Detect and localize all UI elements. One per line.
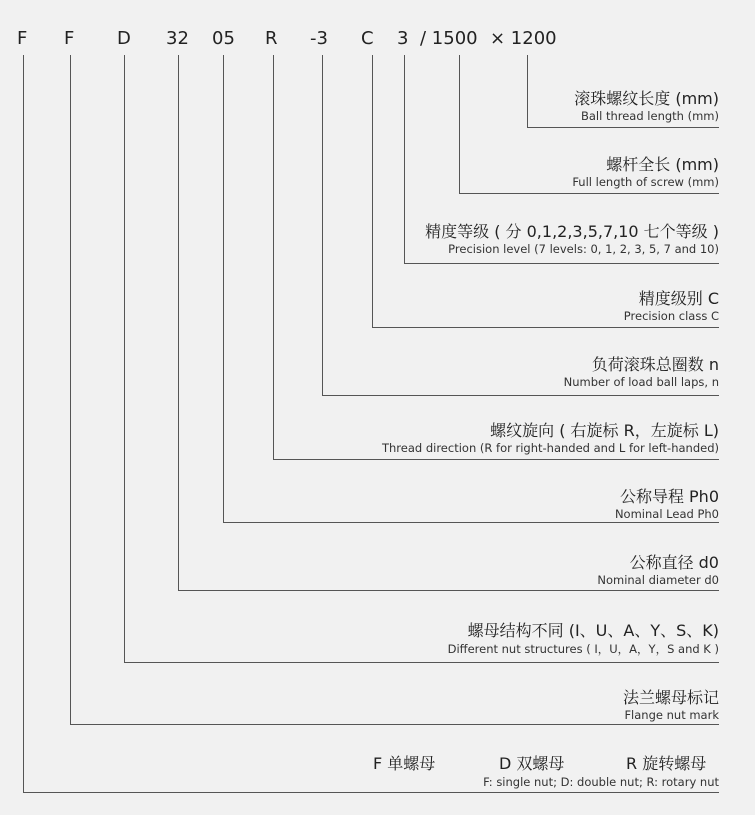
connector-full-length-h xyxy=(459,193,719,194)
code-token-diameter: 32 xyxy=(166,28,189,49)
connector-flange-h xyxy=(70,724,719,725)
code-token-precision: 3 xyxy=(397,28,409,49)
nut-type-label-en: F: single nut; D: double nut; R: rotary nut xyxy=(483,775,719,789)
connector-flange-v xyxy=(70,55,71,724)
connector-nut-structure-v xyxy=(124,55,125,662)
full-length-label-en: Full length of screw (mm) xyxy=(572,175,719,189)
connector-class-v xyxy=(372,55,373,327)
precision-level-label-cn: 精度等级 ( 分 0,1,2,3,5,7,10 七个等级 ) xyxy=(425,222,719,241)
thread-length-label-cn: 滚珠螺纹长度 (mm) xyxy=(574,89,719,108)
code-token-thread-length: × 1200 xyxy=(490,28,557,49)
connector-diameter-h xyxy=(178,590,719,591)
code-token-laps: -3 xyxy=(310,28,328,49)
code-token-f2: F xyxy=(64,28,75,49)
nut-type-single: F 单螺母 xyxy=(373,754,436,773)
connector-laps-v xyxy=(322,55,323,395)
nut-structure-label-en: Different nut structures ( I，U，A，Y，S and K ) xyxy=(447,642,719,656)
nominal-diameter-label-en: Nominal diameter d0 xyxy=(597,573,719,587)
ball-laps-label-cn: 负荷滚珠总圈数 n xyxy=(591,355,719,374)
flange-mark-label-en: Flange nut mark xyxy=(624,708,719,722)
thread-direction-label-cn: 螺纹旋向 ( 右旋标 R，左旋标 L) xyxy=(490,421,719,440)
nut-type-rotary: R 旋转螺母 xyxy=(626,754,707,773)
code-token-class: C xyxy=(361,28,374,49)
connector-direction-v xyxy=(273,55,274,459)
thread-length-label-en: Ball thread length (mm) xyxy=(580,109,719,123)
connector-nut-type-h xyxy=(23,792,719,793)
code-token-d: D xyxy=(117,28,131,49)
code-token-direction: R xyxy=(265,28,278,49)
nominal-diameter-label-cn: 公称直径 d0 xyxy=(629,553,719,572)
connector-precision-h xyxy=(404,263,719,264)
connector-direction-h xyxy=(273,459,719,460)
nut-structure-label-cn: 螺母结构不同 (I、U、A、Y、S、K) xyxy=(467,621,719,640)
connector-diameter-v xyxy=(178,55,179,590)
precision-level-label-en: Precision level (7 levels: 0, 1, 2, 3, 5, 7 and 10) xyxy=(448,242,719,256)
connector-precision-v xyxy=(404,55,405,263)
connector-nut-structure-h xyxy=(124,662,719,663)
code-token-f1: F xyxy=(17,28,28,49)
connector-thread-length-v xyxy=(527,55,528,127)
connector-lead-h xyxy=(223,522,719,523)
nut-type-double: D 双螺母 xyxy=(499,754,565,773)
nominal-lead-label-en: Nominal Lead Ph0 xyxy=(614,507,719,521)
precision-class-label-en: Precision class C xyxy=(623,309,719,323)
nominal-lead-label-cn: 公称导程 Ph0 xyxy=(619,487,719,506)
ball-laps-label-en: Number of load ball laps, n xyxy=(563,375,719,389)
code-token-lead: 05 xyxy=(212,28,235,49)
connector-class-h xyxy=(372,327,719,328)
full-length-label-cn: 螺杆全长 (mm) xyxy=(606,155,719,174)
connector-nut-type-v xyxy=(23,55,24,792)
precision-class-label-cn: 精度级别 C xyxy=(638,289,719,308)
connector-thread-length-h xyxy=(527,127,719,128)
thread-direction-label-en: Thread direction (R for right-handed and L for left-handed) xyxy=(381,441,719,455)
connector-laps-h xyxy=(322,395,719,396)
connector-lead-v xyxy=(223,55,224,522)
flange-mark-label-cn: 法兰螺母标记 xyxy=(622,688,719,707)
code-token-full-length: / 1500 xyxy=(420,28,478,49)
connector-full-length-v xyxy=(459,55,460,193)
